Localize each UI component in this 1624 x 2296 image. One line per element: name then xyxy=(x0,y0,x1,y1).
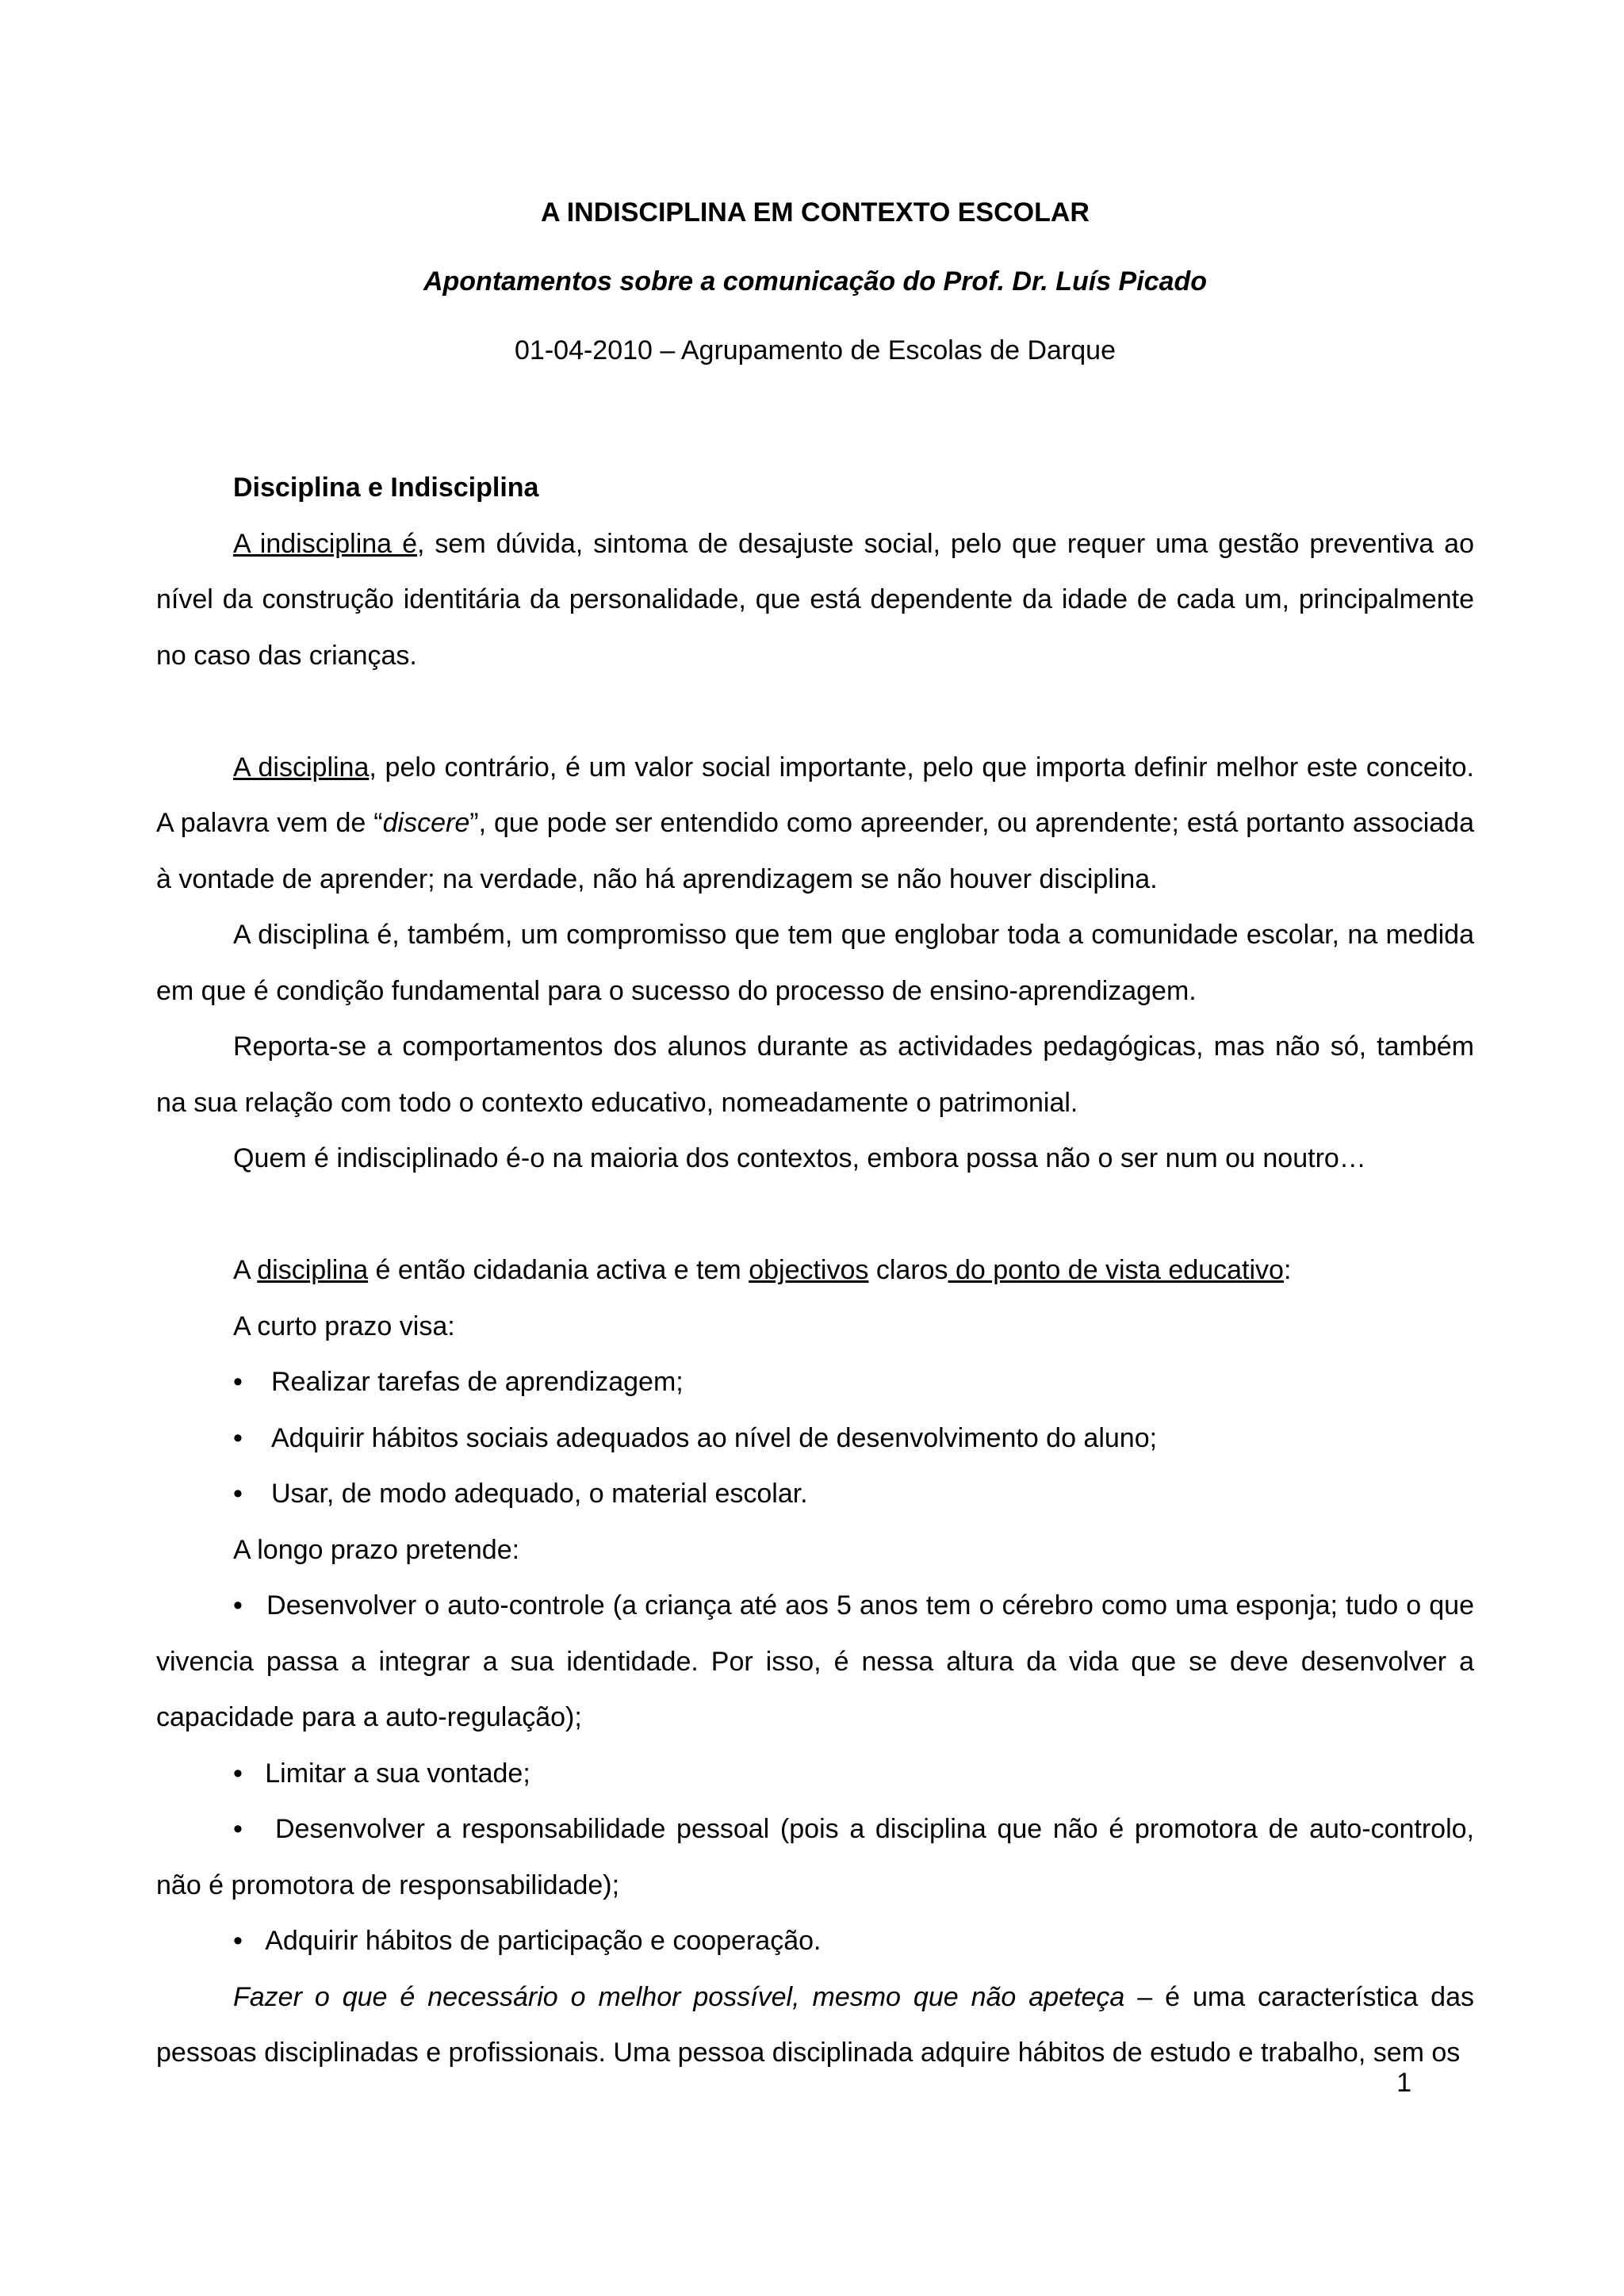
underlined-term: A indisciplina é xyxy=(233,528,417,559)
document-body xyxy=(156,190,1474,2081)
short-term-list xyxy=(156,1354,1474,1522)
underlined-term: A disciplina xyxy=(233,752,370,783)
paragraph-text: , pelo contrário, é um valor social importante, pelo que importa definir melhor este conceito. A palavra vem de “ xyxy=(156,752,1474,838)
document-meta-line: 01-04-2010 – Agrupamento de Escolas de Darque xyxy=(515,335,1116,365)
list-item: • Desenvolver a responsabilidade pessoal (pois a disciplina que não é promotora de auto-controlo, não é promotora de responsabilidade); xyxy=(156,1814,1474,1900)
paragraph-text: – é uma característica das pessoas disciplinadas e profissionais. Uma pessoa disciplinada adquire hábitos de estudo e trabalho, sem os xyxy=(156,1981,1474,2068)
paragraph-text: A xyxy=(233,1255,258,1285)
bullet-icon: • xyxy=(233,1479,243,1509)
long-term-label: A longo prazo pretende: xyxy=(233,1534,520,1565)
underlined-term: disciplina xyxy=(257,1255,369,1285)
italic-term: discere xyxy=(382,808,470,838)
bullet-icon: • xyxy=(233,1422,243,1453)
paragraph-disciplina xyxy=(156,740,1474,908)
paragraph-text: ”, que pode ser entendido como apreender, ou aprendente; está portanto associada à vontade de aprender; na verdade, não há aprendizagem se não houver disciplina. xyxy=(156,808,1474,894)
underlined-term: do ponto de vista educativo xyxy=(948,1255,1284,1285)
paragraph-indisciplinado: Quem é indisciplinado é-o na maioria dos contextos, embora possa não o ser num ou noutro… xyxy=(233,1143,1366,1173)
paragraph-reporta: Reporta-se a comportamentos dos alunos durante as actividades pedagógicas, mas não só, também na sua relação com todo o contexto educativo, nomeadamente o patrimonial. xyxy=(156,1031,1474,1118)
paragraph-compromisso: A disciplina é, também, um compromisso que tem que englobar toda a comunidade escolar, na medida em que é condição fundamental para o sucesso do processo de ensino-aprendizagem. xyxy=(156,920,1474,1006)
document-subtitle: Apontamentos sobre a comunicação do Prof. Dr. Luís Picado xyxy=(423,266,1208,297)
paragraph-fazer xyxy=(156,1969,1474,2081)
section-heading: Disciplina e Indisciplina xyxy=(233,473,539,503)
list-item: • Limitar a sua vontade; xyxy=(233,1758,530,1789)
paragraph-text: é então cidadania activa e tem xyxy=(368,1255,749,1285)
list-item: • Adquirir hábitos de participação e cooperação. xyxy=(233,1926,822,1956)
paragraph-text: : xyxy=(1283,1255,1292,1285)
paragraph-indisciplina xyxy=(156,516,1474,684)
underlined-term: objectivos xyxy=(749,1255,869,1285)
list-item: • Realizar tarefas de aprendizagem; xyxy=(156,1354,1474,1410)
italic-phrase: Fazer o que é necessário o melhor possível, mesmo que não apeteça xyxy=(233,1981,1125,2012)
long-term-list xyxy=(156,1578,1474,1969)
bullet-icon: • xyxy=(233,1590,243,1621)
paragraph-cidadania xyxy=(156,1242,1474,1299)
bullet-icon: • xyxy=(233,1926,243,1956)
bullet-icon: • xyxy=(233,1814,243,1844)
page-number: 1 xyxy=(1396,2068,1411,2098)
bullet-icon: • xyxy=(233,1367,243,1397)
short-term-label: A curto prazo visa: xyxy=(233,1311,455,1341)
paragraph-text: , sem dúvida, sintoma de desajuste social, pelo que requer uma gestão preventiva ao nível da construção identitária da personalidade, que está dependente da idade de cada um, principalmente no caso das crianças. xyxy=(156,528,1474,671)
list-item: • Adquirir hábitos sociais adequados ao nível de desenvolvimento do aluno; xyxy=(156,1410,1474,1467)
list-item: • Usar, de modo adequado, o material escolar. xyxy=(156,1466,1474,1522)
list-item: • Desenvolver o auto-controle (a criança até aos 5 anos tem o cérebro como uma esponja; tudo o que vivencia passa a integrar a sua identidade. Por isso, é nessa altura da vida que se deve desenvolver a capacidade para a auto-regulação); xyxy=(156,1590,1474,1732)
bullet-icon: • xyxy=(233,1758,243,1789)
paragraph-text: claros xyxy=(868,1255,948,1285)
document-title: A INDISCIPLINA EM CONTEXTO ESCOLAR xyxy=(540,197,1090,228)
